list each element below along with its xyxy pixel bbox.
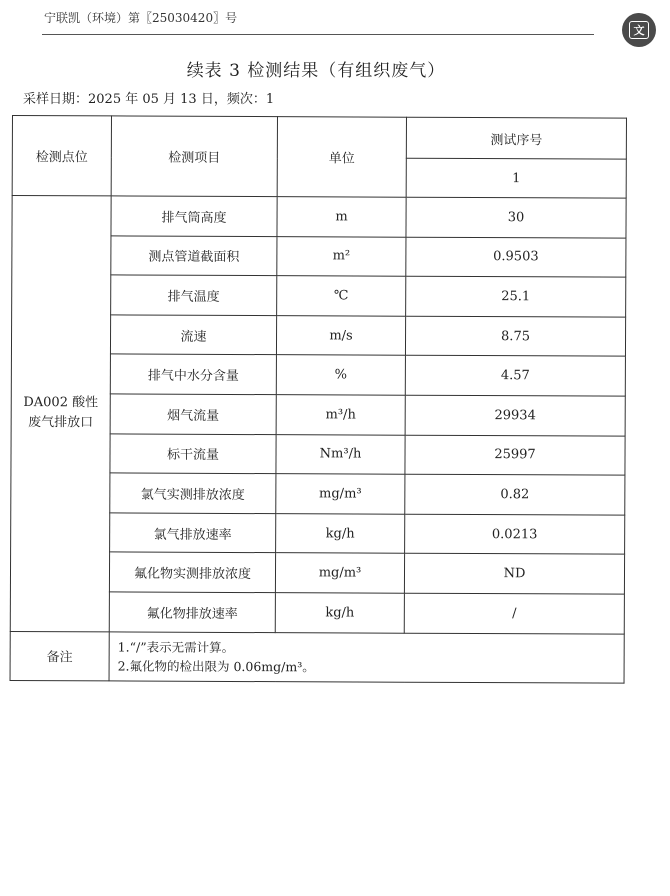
item-cell: 氯气实测排放浓度	[110, 473, 276, 513]
remark-line: 2.氟化物的检出限为 0.06mg/m³。	[117, 657, 315, 674]
item-cell: 流速	[110, 315, 276, 355]
value-cell: 29934	[405, 395, 625, 436]
sampling-info: 采样日期：2025 年 05 月 13 日，频次：1	[23, 92, 275, 107]
translate-icon: 文	[629, 21, 649, 39]
value-cell: 0.9503	[406, 237, 626, 278]
value-cell: 0.0213	[405, 514, 625, 555]
item-cell: 标干流量	[110, 433, 276, 473]
unit-cell: kg/h	[276, 513, 405, 553]
value-cell: /	[404, 593, 624, 634]
unit-cell: m²	[277, 236, 406, 276]
item-cell: 排气中水分含量	[110, 354, 276, 394]
unit-cell: Nm³/h	[276, 434, 405, 474]
item-cell: 测点管道截面积	[111, 236, 277, 276]
unit-cell: %	[276, 355, 405, 395]
unit-cell: mg/m³	[276, 474, 405, 514]
header-unit: 单位	[277, 117, 406, 198]
item-cell: 氯气排放速率	[110, 513, 276, 553]
unit-cell: ℃	[277, 276, 406, 316]
value-cell: 8.75	[405, 316, 625, 357]
value-cell: ND	[404, 554, 624, 595]
header-divider	[42, 34, 594, 35]
header-test-seq: 测试序号	[406, 117, 626, 159]
header-point: 检测点位	[12, 116, 111, 196]
item-cell: 烟气流量	[110, 394, 276, 434]
item-cell: 排气温度	[111, 275, 277, 315]
remarks-label: 备注	[10, 631, 109, 680]
unit-cell: m³/h	[276, 395, 405, 435]
document-title: 续表 3 检测结果（有组织废气）	[186, 61, 446, 81]
item-cell: 氟化物排放速率	[109, 592, 275, 632]
table-row	[12, 196, 626, 238]
item-cell: 氟化物实测排放浓度	[109, 552, 275, 592]
translate-button[interactable]	[622, 13, 656, 47]
sampling-point-cell: DA002 酸性废气排放口	[10, 196, 111, 632]
remark-line: 1.“/”表示无需计算。	[117, 638, 235, 655]
unit-cell: m/s	[276, 315, 405, 355]
item-cell: 排气筒高度	[111, 196, 277, 236]
value-cell: 25997	[405, 435, 625, 476]
remarks-text	[109, 631, 624, 682]
unit-cell: m	[277, 197, 406, 237]
value-cell: 25.1	[406, 276, 626, 317]
results-table	[10, 115, 627, 683]
unit-cell: mg/m³	[275, 553, 404, 593]
value-cell: 0.82	[405, 474, 625, 515]
unit-cell: kg/h	[275, 593, 404, 633]
header-seq-number: 1	[406, 158, 626, 198]
value-cell: 4.57	[405, 356, 625, 397]
results-sheet	[10, 115, 626, 686]
remarks-row	[10, 631, 624, 683]
header-item: 检测项目	[111, 116, 277, 197]
value-cell: 30	[406, 197, 626, 238]
report-reference: 宁联凯（环境）第〖25030420〗号	[44, 11, 238, 25]
